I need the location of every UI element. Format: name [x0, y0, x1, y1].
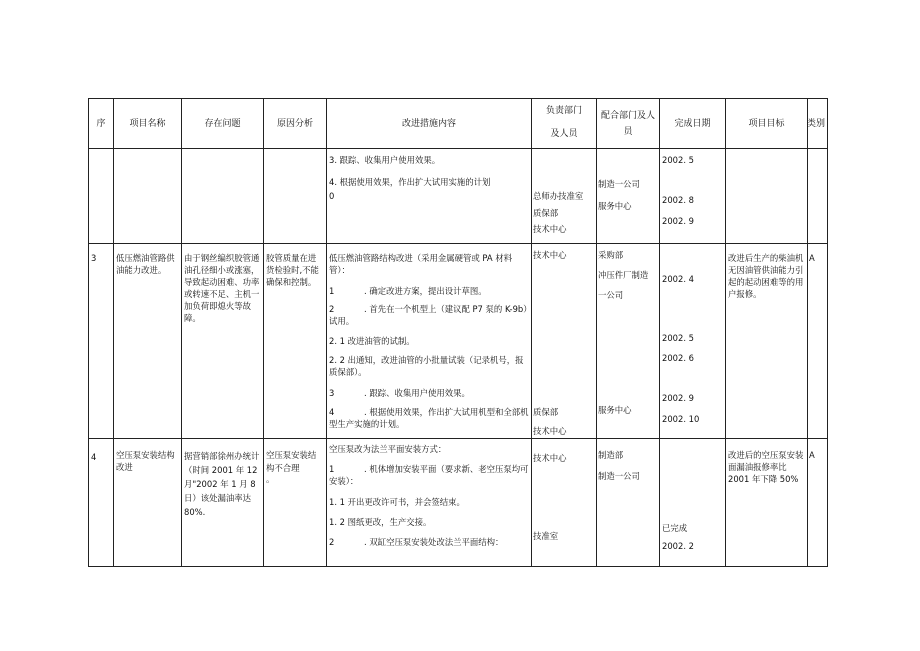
coop-line: 服务中心: [598, 405, 632, 415]
measure-line: . 确定改进方案，提出设计草图。: [364, 286, 487, 296]
row-seq: 4: [91, 452, 97, 462]
measure-line: . 根据使用效果，作出扩大试用机型和全部机型生产实施的计划。: [329, 407, 529, 429]
col-line: [531, 99, 532, 566]
measure-line: 空压泵改为法兰平面安装方式：: [329, 444, 447, 454]
measure-line: 0: [329, 191, 335, 201]
row-cause: 。: [266, 474, 275, 484]
date-line: 2002. 2: [662, 541, 694, 551]
row-name: 低压燃油管路供油能力改进。: [116, 253, 175, 275]
row-name: 空压泵安装结构改进: [116, 450, 175, 472]
coop-line: 采购部: [598, 250, 624, 260]
date-line: 已完成: [662, 523, 688, 533]
coop-line: 一公司: [598, 290, 624, 300]
row-goal: 改进后的空压泵安装面漏油报修率比 2001 年下降 50%: [728, 450, 804, 484]
measure-line: 4. 根据使用效果，作出扩大试用实施的计划: [329, 177, 491, 187]
measure-line: 2. 2 出通知，改进油管的小批量试装（记录机号，报质保部）。: [329, 355, 524, 377]
row-cause: 构不合理: [266, 463, 300, 473]
date-line: 2002. 6: [662, 353, 694, 363]
col-line: [807, 99, 808, 566]
row-line: [89, 243, 827, 244]
row-problem: 由于钢丝编织胶管通油孔径细小或涨塞，导致起动困难、功率或转速不足、主机一加负荷即熄火等故障。: [184, 253, 260, 323]
owner-line: 质保部: [533, 208, 559, 218]
measure-line: 2: [329, 304, 335, 314]
date-line: 2002. 8: [662, 195, 694, 205]
coop-line: 制造一公司: [598, 471, 640, 481]
improvement-table: [88, 98, 828, 567]
col-line: [263, 99, 264, 566]
date-line: 2002. 9: [662, 216, 694, 226]
header-name: 项目名称: [129, 119, 166, 129]
measure-line: . 跟踪、收集用户使用效果。: [364, 388, 470, 398]
header-problem: 存在问题: [204, 119, 241, 129]
date-line: 2002. 5: [662, 333, 694, 343]
row-problem: 据营销部徐州办统计（时间 2001 年 12 月"2002 年 1 月 8 日）该处漏油率达 80%.: [184, 451, 260, 517]
col-line: [725, 99, 726, 566]
header-seq: 序: [96, 119, 106, 129]
measure-line: 3. 跟踪、收集用户使用效果。: [329, 155, 441, 165]
owner-line: 技术中心: [533, 426, 567, 436]
row-line: [89, 148, 827, 149]
date-line: 2002. 10: [662, 414, 700, 424]
coop-line: 制造部: [598, 450, 624, 460]
owner-line: 总师办技准室: [533, 191, 584, 201]
header-owner: 及人员: [550, 129, 578, 139]
owner-line: 技术中心: [533, 453, 567, 463]
row-seq: 3: [91, 253, 97, 263]
date-line: 2002. 4: [662, 274, 694, 284]
owner-line: 技术中心: [533, 250, 567, 260]
col-line: [596, 99, 597, 566]
measure-line: 低压燃油管路结构改进（采用金属硬管或 PA 材料管）：: [329, 253, 513, 275]
header-cause: 原因分析: [276, 119, 313, 129]
row-cause: 空压泵安装结: [266, 450, 317, 460]
header-coop: 配合部门及人: [600, 111, 655, 121]
col-line: [326, 99, 327, 566]
row-cause: 胶管质量在进货检验时,不能确保和控制。: [266, 253, 319, 287]
row-category: A: [809, 450, 815, 460]
measure-line: 3: [329, 388, 335, 398]
coop-line: 制造一公司: [598, 179, 640, 189]
header-goal: 项目目标: [748, 119, 785, 129]
owner-line: 技术中心: [533, 224, 567, 234]
col-line: [659, 99, 660, 566]
date-line: 2002. 9: [662, 393, 694, 403]
measure-line: 2. 1 改进油管的试制。: [329, 336, 415, 346]
row-line: [89, 438, 827, 439]
header-coop: 员: [623, 127, 633, 137]
measure-line: 2: [329, 537, 335, 547]
coop-line: 服务中心: [598, 201, 632, 211]
measure-line: . 双缸空压泵安装处改法兰平面结构：: [364, 537, 504, 547]
measure-line: 4: [329, 407, 335, 417]
measure-line: . 首先在一个机型上（建议配 P7 泵的 K-9b）试用。: [329, 304, 528, 326]
owner-line: 质保部: [533, 407, 559, 417]
header-measure: 改进措施内容: [401, 119, 456, 129]
owner-line: 技准室: [533, 531, 559, 541]
date-line: 2002. 5: [662, 155, 694, 165]
coop-line: 冲压件厂制造: [598, 270, 649, 280]
measure-line: 1. 2 图纸更改，生产交接。: [329, 517, 432, 527]
header-owner: 负责部门: [545, 106, 582, 116]
col-line: [113, 99, 114, 566]
measure-line: . 机体增加安装平面（要求新、老空压泵均可安装）：: [329, 464, 529, 486]
measure-line: 1. 1 开出更改许可书，并会签结束。: [329, 497, 465, 507]
header-date: 完成日期: [674, 119, 711, 129]
measure-line: 1: [329, 286, 335, 296]
col-line: [181, 99, 182, 566]
measure-line: 1: [329, 464, 335, 474]
header-category: 类别: [807, 119, 826, 129]
row-category: A: [809, 253, 815, 263]
row-goal: 改进后生产的柴油机无因油管供油能力引起的起动困难等的用户报修。: [728, 253, 804, 299]
